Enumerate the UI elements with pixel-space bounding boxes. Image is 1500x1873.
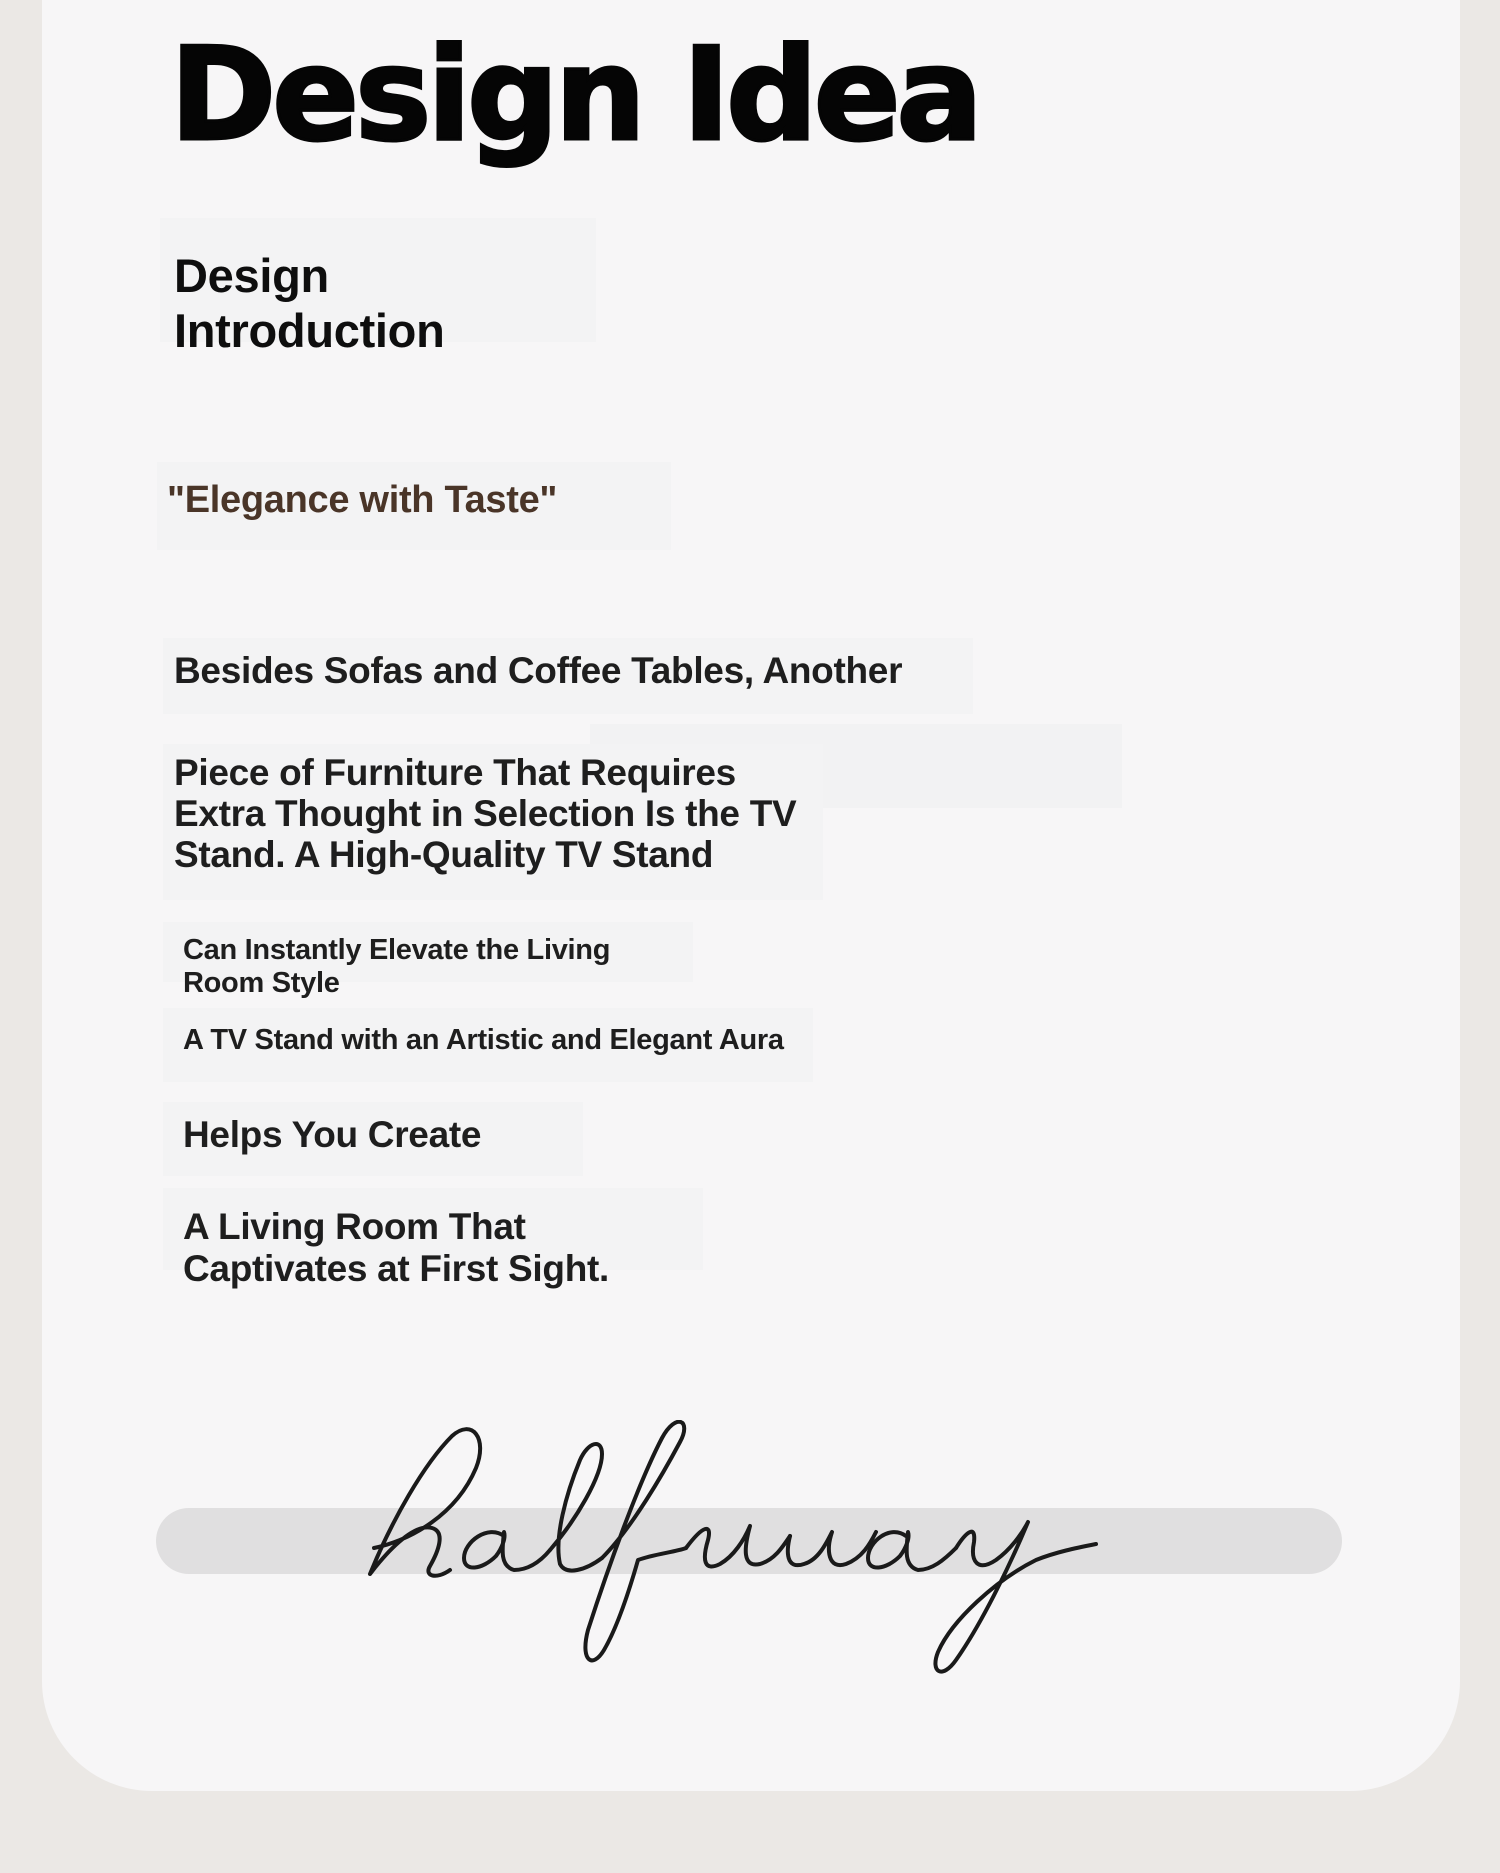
halfway-signature-logo bbox=[156, 1420, 1346, 1680]
intro-line-3: Can Instantly Elevate the Living Room Style bbox=[163, 922, 693, 982]
section-heading: Design Introduction bbox=[160, 218, 596, 342]
intro-line-5: Helps You Create bbox=[163, 1102, 583, 1176]
intro-line-4: A TV Stand with an Artistic and Elegant Aura bbox=[163, 1008, 813, 1082]
tagline: "Elegance with Taste" bbox=[157, 462, 671, 550]
intro-line-1: Besides Sofas and Coffee Tables, Another bbox=[163, 638, 973, 714]
brand-signature bbox=[156, 1420, 1346, 1680]
page-title: Design Idea bbox=[170, 21, 979, 170]
intro-line-6: A Living Room That Captivates at First Sight. bbox=[163, 1188, 703, 1270]
intro-line-2: Piece of Furniture That Requires Extra Thought in Selection Is the TV Stand. A High-Quality TV Stand bbox=[163, 744, 823, 900]
